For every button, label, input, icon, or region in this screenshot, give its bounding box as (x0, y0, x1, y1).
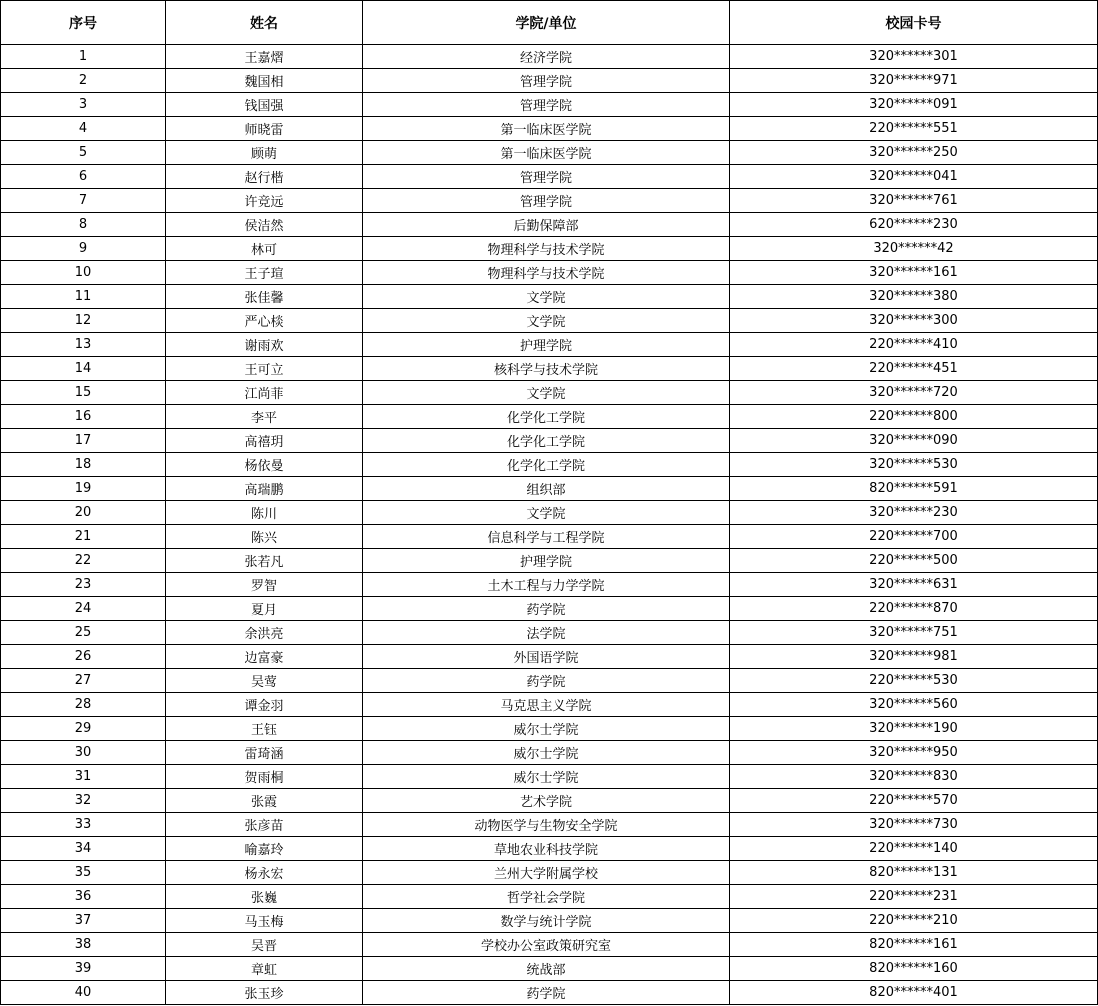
row-name: 张玉珍 (166, 981, 363, 1005)
table-row (1, 429, 1098, 453)
row-index: 21 (1, 525, 166, 549)
table-row (1, 381, 1098, 405)
row-college: 化学化工学院 (363, 453, 730, 477)
row-index: 31 (1, 765, 166, 789)
table-row (1, 933, 1098, 957)
row-card-number: 820******131 (730, 861, 1098, 885)
row-card-number: 320******560 (730, 693, 1098, 717)
row-college: 文学院 (363, 309, 730, 333)
row-college: 统战部 (363, 957, 730, 981)
row-index: 35 (1, 861, 166, 885)
row-card-number: 220******700 (730, 525, 1098, 549)
row-name: 师晓雷 (166, 117, 363, 141)
row-name: 江尚菲 (166, 381, 363, 405)
table-row (1, 789, 1098, 813)
row-index: 36 (1, 885, 166, 909)
row-index: 37 (1, 909, 166, 933)
row-college: 法学院 (363, 621, 730, 645)
row-index: 14 (1, 357, 166, 381)
row-name: 张巍 (166, 885, 363, 909)
table-row (1, 525, 1098, 549)
row-card-number: 320******090 (730, 429, 1098, 453)
row-card-number: 320******190 (730, 717, 1098, 741)
row-card-number: 820******160 (730, 957, 1098, 981)
row-index: 13 (1, 333, 166, 357)
table-row (1, 837, 1098, 861)
row-card-number: 320******971 (730, 69, 1098, 93)
row-name: 余洪亮 (166, 621, 363, 645)
row-index: 7 (1, 189, 166, 213)
row-card-number: 220******530 (730, 669, 1098, 693)
table-body (1, 45, 1098, 1005)
row-card-number: 320******091 (730, 93, 1098, 117)
table-row (1, 693, 1098, 717)
row-name: 吴晋 (166, 933, 363, 957)
row-college: 外国语学院 (363, 645, 730, 669)
row-name: 王钰 (166, 717, 363, 741)
row-index: 17 (1, 429, 166, 453)
row-index: 28 (1, 693, 166, 717)
row-index: 16 (1, 405, 166, 429)
row-card-number: 320******230 (730, 501, 1098, 525)
row-college: 化学化工学院 (363, 405, 730, 429)
row-card-number: 320******300 (730, 309, 1098, 333)
row-college: 管理学院 (363, 189, 730, 213)
row-index: 1 (1, 45, 166, 69)
row-college: 艺术学院 (363, 789, 730, 813)
table-row (1, 573, 1098, 597)
table-row (1, 669, 1098, 693)
row-index: 15 (1, 381, 166, 405)
row-college: 草地农业科技学院 (363, 837, 730, 861)
row-name: 边富豪 (166, 645, 363, 669)
row-name: 王子瑄 (166, 261, 363, 285)
row-college: 护理学院 (363, 333, 730, 357)
row-name: 张彦苗 (166, 813, 363, 837)
row-name: 魏国相 (166, 69, 363, 93)
row-college: 药学院 (363, 981, 730, 1005)
table-row (1, 333, 1098, 357)
table-row (1, 453, 1098, 477)
row-card-number: 320******380 (730, 285, 1098, 309)
table-row (1, 357, 1098, 381)
row-name: 赵行楷 (166, 165, 363, 189)
row-college: 兰州大学附属学校 (363, 861, 730, 885)
row-college: 文学院 (363, 285, 730, 309)
row-card-number: 220******451 (730, 357, 1098, 381)
row-name: 王可立 (166, 357, 363, 381)
row-index: 5 (1, 141, 166, 165)
row-college: 威尔士学院 (363, 741, 730, 765)
row-college: 管理学院 (363, 69, 730, 93)
table-row (1, 645, 1098, 669)
row-name: 章虹 (166, 957, 363, 981)
row-college: 土木工程与力学学院 (363, 573, 730, 597)
row-card-number: 320******631 (730, 573, 1098, 597)
row-index: 6 (1, 165, 166, 189)
table-row (1, 237, 1098, 261)
row-card-number: 320******161 (730, 261, 1098, 285)
table-row (1, 45, 1098, 69)
row-index: 18 (1, 453, 166, 477)
row-name: 陈兴 (166, 525, 363, 549)
row-index: 12 (1, 309, 166, 333)
header-card-number: 校园卡号 (730, 1, 1098, 45)
table-row (1, 501, 1098, 525)
row-card-number: 320******751 (730, 621, 1098, 645)
row-college: 哲学社会学院 (363, 885, 730, 909)
row-name: 张佳馨 (166, 285, 363, 309)
row-card-number: 320******530 (730, 453, 1098, 477)
table-row (1, 405, 1098, 429)
row-card-number: 820******591 (730, 477, 1098, 501)
row-name: 许竞远 (166, 189, 363, 213)
row-college: 数学与统计学院 (363, 909, 730, 933)
table-row (1, 213, 1098, 237)
table-row (1, 885, 1098, 909)
table-row (1, 741, 1098, 765)
row-name: 贺雨桐 (166, 765, 363, 789)
row-card-number: 320******720 (730, 381, 1098, 405)
table-row (1, 477, 1098, 501)
row-college: 药学院 (363, 597, 730, 621)
row-college: 动物医学与生物安全学院 (363, 813, 730, 837)
row-card-number: 320******250 (730, 141, 1098, 165)
row-card-number: 220******570 (730, 789, 1098, 813)
row-card-number: 220******210 (730, 909, 1098, 933)
row-college: 学校办公室政策研究室 (363, 933, 730, 957)
table-row (1, 141, 1098, 165)
row-college: 威尔士学院 (363, 765, 730, 789)
row-index: 39 (1, 957, 166, 981)
row-index: 22 (1, 549, 166, 573)
row-card-number: 220******500 (730, 549, 1098, 573)
row-college: 护理学院 (363, 549, 730, 573)
row-index: 19 (1, 477, 166, 501)
table-row (1, 909, 1098, 933)
row-index: 29 (1, 717, 166, 741)
header-college: 学院/单位 (363, 1, 730, 45)
row-name: 张若凡 (166, 549, 363, 573)
table-row (1, 813, 1098, 837)
row-name: 杨永宏 (166, 861, 363, 885)
table-row (1, 93, 1098, 117)
table-row (1, 69, 1098, 93)
row-name: 高禧玥 (166, 429, 363, 453)
row-card-number: 820******161 (730, 933, 1098, 957)
row-index: 20 (1, 501, 166, 525)
row-card-number: 320******761 (730, 189, 1098, 213)
table-row (1, 309, 1098, 333)
header-index: 序号 (1, 1, 166, 45)
row-index: 40 (1, 981, 166, 1005)
row-index: 8 (1, 213, 166, 237)
table-row (1, 117, 1098, 141)
row-college: 文学院 (363, 501, 730, 525)
row-name: 喻嘉玲 (166, 837, 363, 861)
row-name: 陈川 (166, 501, 363, 525)
row-card-number: 820******401 (730, 981, 1098, 1005)
row-college: 文学院 (363, 381, 730, 405)
row-index: 33 (1, 813, 166, 837)
row-index: 10 (1, 261, 166, 285)
row-card-number: 220******870 (730, 597, 1098, 621)
row-index: 25 (1, 621, 166, 645)
row-college: 管理学院 (363, 165, 730, 189)
row-name: 罗智 (166, 573, 363, 597)
row-college: 化学化工学院 (363, 429, 730, 453)
row-name: 顾萌 (166, 141, 363, 165)
row-index: 4 (1, 117, 166, 141)
row-name: 李平 (166, 405, 363, 429)
row-index: 23 (1, 573, 166, 597)
row-college: 组织部 (363, 477, 730, 501)
row-index: 30 (1, 741, 166, 765)
row-card-number: 320******041 (730, 165, 1098, 189)
row-index: 34 (1, 837, 166, 861)
row-card-number: 320******981 (730, 645, 1098, 669)
row-card-number: 620******230 (730, 213, 1098, 237)
table-row (1, 765, 1098, 789)
row-card-number: 320******730 (730, 813, 1098, 837)
row-name: 雷琦涵 (166, 741, 363, 765)
row-college: 第一临床医学院 (363, 141, 730, 165)
row-college: 核科学与技术学院 (363, 357, 730, 381)
table-row (1, 165, 1098, 189)
row-index: 32 (1, 789, 166, 813)
row-card-number: 320******950 (730, 741, 1098, 765)
row-college: 信息科学与工程学院 (363, 525, 730, 549)
row-college: 管理学院 (363, 93, 730, 117)
row-name: 钱国强 (166, 93, 363, 117)
row-name: 夏月 (166, 597, 363, 621)
row-card-number: 220******140 (730, 837, 1098, 861)
row-college: 药学院 (363, 669, 730, 693)
header-row (1, 1, 1098, 45)
row-name: 谢雨欢 (166, 333, 363, 357)
row-card-number: 320******830 (730, 765, 1098, 789)
row-card-number: 220******231 (730, 885, 1098, 909)
row-index: 11 (1, 285, 166, 309)
table-row (1, 261, 1098, 285)
row-college: 威尔士学院 (363, 717, 730, 741)
table-row (1, 981, 1098, 1005)
row-college: 物理科学与技术学院 (363, 261, 730, 285)
header-name: 姓名 (166, 1, 363, 45)
table-row (1, 957, 1098, 981)
row-name: 吴莺 (166, 669, 363, 693)
row-name: 王嘉熠 (166, 45, 363, 69)
row-index: 38 (1, 933, 166, 957)
row-name: 侯洁然 (166, 213, 363, 237)
table-row (1, 621, 1098, 645)
table-row (1, 597, 1098, 621)
row-index: 26 (1, 645, 166, 669)
row-index: 24 (1, 597, 166, 621)
row-index: 9 (1, 237, 166, 261)
table-row (1, 189, 1098, 213)
row-card-number: 220******800 (730, 405, 1098, 429)
row-name: 杨依曼 (166, 453, 363, 477)
row-name: 谭金羽 (166, 693, 363, 717)
row-college: 物理科学与技术学院 (363, 237, 730, 261)
row-index: 27 (1, 669, 166, 693)
row-card-number: 320******42 (730, 237, 1098, 261)
table-row (1, 285, 1098, 309)
row-college: 经济学院 (363, 45, 730, 69)
row-college: 马克思主义学院 (363, 693, 730, 717)
row-card-number: 220******410 (730, 333, 1098, 357)
table-row (1, 549, 1098, 573)
table-row (1, 861, 1098, 885)
row-index: 2 (1, 69, 166, 93)
table-row (1, 717, 1098, 741)
row-name: 高瑞鹏 (166, 477, 363, 501)
row-college: 后勤保障部 (363, 213, 730, 237)
row-name: 张霞 (166, 789, 363, 813)
row-name: 马玉梅 (166, 909, 363, 933)
row-card-number: 320******301 (730, 45, 1098, 69)
row-index: 3 (1, 93, 166, 117)
row-card-number: 220******551 (730, 117, 1098, 141)
row-college: 第一临床医学院 (363, 117, 730, 141)
row-name: 林可 (166, 237, 363, 261)
row-name: 严心棪 (166, 309, 363, 333)
